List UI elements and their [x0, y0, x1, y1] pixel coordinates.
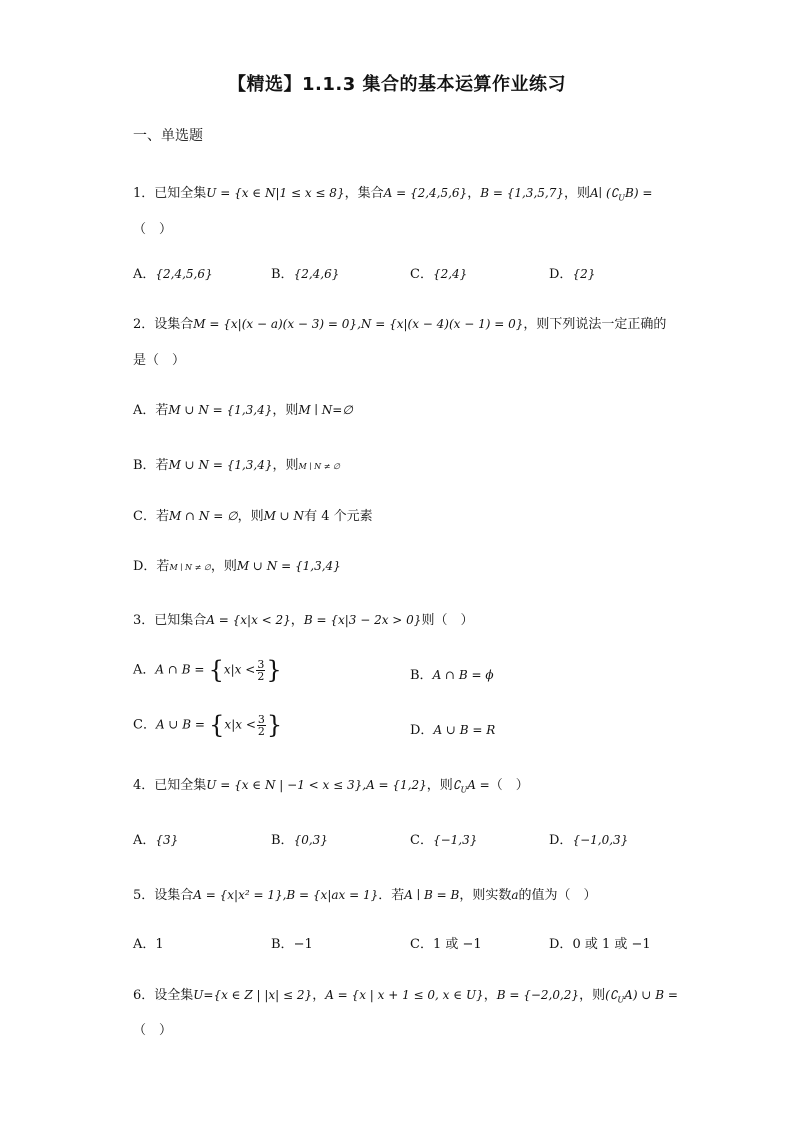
q1-set-b: B = {1,3,5,7} — [480, 186, 564, 200]
option-label: B． — [410, 668, 433, 683]
option-text: 1 — [155, 937, 164, 952]
option-math: x|x < — [223, 662, 256, 677]
option-label: D． — [410, 723, 434, 738]
option-math: M ∪ N = {1,3,4} — [168, 403, 273, 417]
option-text: {0,3} — [293, 833, 328, 847]
option-text: ，则 — [237, 509, 264, 524]
fraction-three-halves — [256, 659, 265, 682]
q4-complement: ∁ — [452, 778, 461, 792]
option-math: A ∪ B = R — [433, 723, 496, 737]
option-label: B． — [271, 267, 294, 282]
q4-option-b[interactable] — [271, 829, 328, 848]
q3-sep: ， — [290, 613, 304, 628]
option-text: {2} — [572, 267, 596, 281]
option-text: {−1,3} — [432, 833, 478, 847]
q1-expression-end: B) = — [625, 186, 653, 200]
option-math-small: M ∣ N ≠ ∅ — [169, 563, 211, 572]
option-text: {2,4,5,6} — [155, 267, 213, 281]
q3-option-a[interactable] — [133, 656, 282, 684]
q6-expression: (∁ — [605, 988, 618, 1002]
question-3-stem — [133, 609, 473, 628]
option-text: {2,4,6} — [293, 267, 340, 281]
option-text: {−1,0,3} — [572, 833, 629, 847]
q4-complement-sub: U — [460, 785, 468, 795]
q4-option-c[interactable] — [410, 829, 477, 848]
q1-text-a: 1．已知全集 — [133, 186, 207, 201]
right-brace: } — [266, 656, 282, 684]
option-label: D． — [549, 267, 573, 282]
option-math: x|x < — [224, 717, 256, 732]
fraction-denominator: 2 — [257, 724, 265, 738]
q5-option-b[interactable] — [271, 933, 313, 952]
option-text: 有 4 个元素 — [304, 509, 373, 524]
option-label: D． — [549, 833, 573, 848]
option-text: ，则 — [272, 403, 299, 418]
q1-text-b: ，集合 — [344, 186, 384, 201]
q1-option-c[interactable] — [410, 263, 467, 282]
q6-expression-end: A) ∪ B = — [624, 988, 678, 1002]
option-label: A． — [133, 662, 156, 678]
q5-option-d[interactable] — [549, 933, 651, 952]
option-label: A． — [133, 937, 156, 952]
question-5-stem — [133, 884, 597, 903]
question-4-stem — [133, 774, 529, 795]
q6-universal-set: U={x ∈ Z | |x| ≤ 2} — [193, 988, 313, 1002]
option-label: C． — [410, 937, 433, 952]
option-label: C． — [410, 267, 433, 282]
q1-expression: A∣ (∁ — [590, 186, 619, 200]
q3-set-b: B = {x|3 − 2x > 0} — [303, 613, 422, 627]
q6-expression-sub: U — [617, 995, 625, 1005]
option-text: {3} — [155, 833, 179, 847]
right-brace: } — [266, 711, 283, 739]
q3-option-d[interactable] — [410, 719, 495, 738]
option-label: B． — [271, 833, 294, 848]
q5-condition: A ∣ B = B — [404, 888, 460, 902]
fraction-numerator: 3 — [257, 712, 265, 726]
q6-text-a: 6．设全集 — [133, 988, 194, 1003]
q5-text-d: 的值为（ ） — [518, 888, 597, 903]
page-title: 【精选】1.1.3 集合的基本运算作业练习 — [227, 74, 566, 95]
q5-text-a: 5．设集合 — [133, 888, 194, 903]
fraction-numerator: 3 — [257, 657, 265, 671]
q5-option-a[interactable] — [133, 933, 164, 952]
option-label: C． — [410, 833, 433, 848]
q4-option-d[interactable] — [549, 829, 628, 848]
q5-variable: a — [511, 888, 519, 902]
q2-stem-cont: 是（ ） — [133, 353, 186, 368]
option-text: D．若 — [133, 559, 170, 574]
q1-set-a: A = {2,4,5,6} — [383, 186, 468, 200]
option-label: A． — [133, 267, 156, 282]
option-label: C． — [133, 717, 156, 733]
q5-text-c: ，则实数 — [459, 888, 512, 903]
q1-sep: ， — [467, 186, 481, 201]
q5-sets: A = {x|x² = 1},B = {x|ax = 1} — [193, 888, 379, 902]
q1-text-c: ，则 — [563, 186, 590, 201]
option-math: M ∩ N = ∅ — [168, 509, 238, 523]
q4-complement-end: A = — [467, 778, 490, 792]
q4-paren: （ ） — [489, 778, 529, 793]
option-text: {2,4} — [432, 267, 468, 281]
fraction-denominator: 2 — [257, 669, 265, 683]
section-heading: 一、单选题 — [133, 128, 203, 144]
q1-paren: （ ） — [133, 222, 173, 237]
q3-text-b: 则（ ） — [421, 613, 474, 628]
q4-option-a[interactable] — [133, 829, 178, 848]
q1-expression-sub: U — [618, 193, 626, 203]
option-math-small: M ∣ N ≠ ∅ — [298, 462, 340, 471]
q6-sep: ， — [312, 988, 326, 1003]
option-math: A ∩ B = ϕ — [432, 668, 494, 682]
option-text: C．若 — [133, 509, 169, 524]
option-text: 1 或 −1 — [432, 937, 482, 952]
question-6-stem — [133, 984, 678, 1005]
q2-text-b: ，则下列说法一定正确的 — [523, 317, 667, 332]
q6-sep: ， — [483, 988, 497, 1003]
option-math: M ∣ N=∅ — [298, 403, 353, 417]
q2-option-a[interactable] — [133, 399, 353, 418]
q2-option-b[interactable] — [133, 454, 340, 473]
q3-set-a: A = {x|x < 2} — [206, 613, 291, 627]
q1-option-b[interactable] — [271, 263, 339, 282]
option-math: M ∪ N — [263, 509, 305, 523]
q2-option-c[interactable] — [133, 505, 373, 524]
q4-sets: U = {x ∈ N | −1 < x ≤ 3},A = {1,2} — [206, 778, 427, 792]
q6-set-a: A = {x | x + 1 ≤ 0, x ∈ U} — [325, 988, 484, 1002]
q6-paren: （ ） — [133, 1023, 173, 1038]
q1-option-d[interactable] — [549, 263, 595, 282]
q6-set-b: B = {−2,0,2} — [496, 988, 580, 1002]
question-1-stem — [133, 182, 652, 203]
option-math: M ∪ N = {1,3,4} — [168, 458, 273, 472]
left-brace: { — [209, 711, 225, 739]
option-label: D． — [549, 937, 573, 952]
fraction-three-halves — [257, 714, 266, 737]
q3-option-b[interactable] — [410, 664, 494, 683]
option-math: M ∪ N = {1,3,4} — [236, 559, 341, 573]
option-text: ，则 — [210, 559, 237, 574]
q5-text-b: ．若 — [378, 888, 405, 903]
option-text: ，则 — [272, 458, 299, 473]
q2-sets: M = {x|(x − a)(x − 3) = 0},N = {x|(x − 4)(x − 1) = 0} — [193, 317, 524, 331]
q2-text-a: 2．设集合 — [133, 317, 194, 332]
left-brace: { — [208, 656, 224, 684]
option-text: A．若 — [133, 403, 169, 418]
q6-text-b: ，则 — [579, 988, 606, 1003]
q2-option-d[interactable] — [133, 555, 341, 574]
q1-universal-set: U = {x ∈ N|1 ≤ x ≤ 8} — [206, 186, 345, 200]
q1-option-a[interactable] — [133, 263, 213, 282]
question-2-stem — [133, 313, 666, 332]
option-label: B． — [271, 937, 294, 952]
q4-text-b: ，则 — [426, 778, 453, 793]
option-text: B．若 — [133, 458, 169, 473]
option-math: A ∩ B = — [155, 662, 205, 677]
option-label: A． — [133, 833, 156, 848]
option-text: −1 — [293, 937, 313, 952]
option-text: 0 或 1 或 −1 — [572, 937, 651, 952]
q3-option-c[interactable] — [133, 711, 282, 739]
q3-text-a: 3．已知集合 — [133, 613, 207, 628]
q5-option-c[interactable] — [410, 933, 482, 952]
q4-text-a: 4．已知全集 — [133, 778, 207, 793]
option-math: A ∪ B = — [155, 717, 205, 732]
